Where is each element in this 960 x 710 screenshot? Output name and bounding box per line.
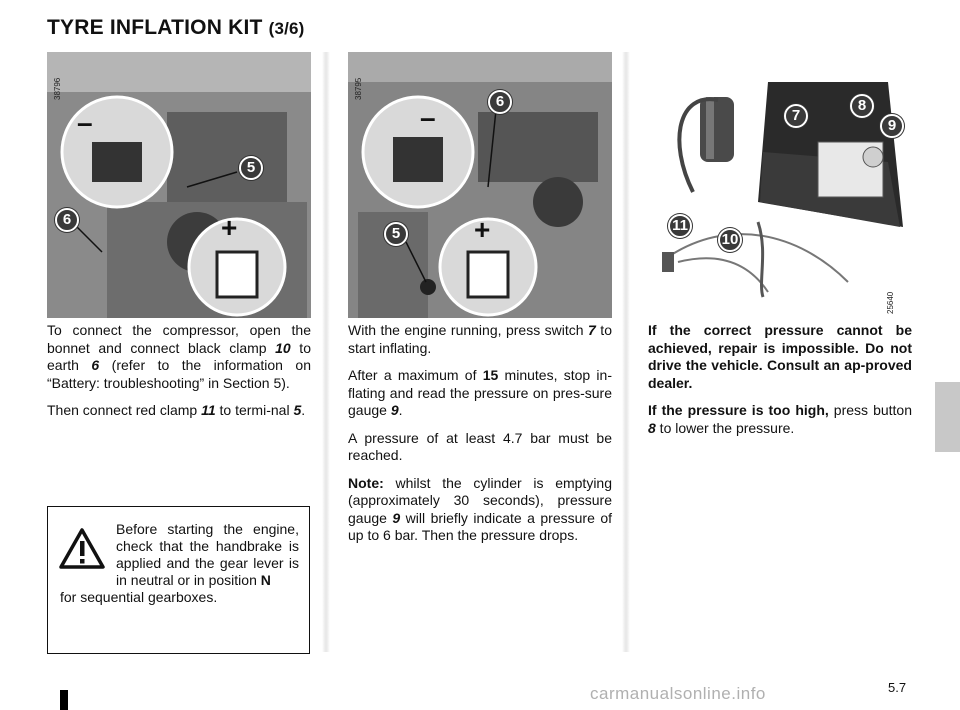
paragraph: If the pressure is too high, press button 8 to lower the pressure. (648, 402, 912, 436)
page-subtitle: (3/6) (268, 19, 305, 38)
page-title: TYRE INFLATION KIT (3/6) (47, 16, 305, 39)
callout-5: 5 (239, 156, 263, 180)
column-1-text (47, 322, 311, 430)
figure-ref: 38795 (354, 77, 363, 100)
paragraph: A pressure of at least 4.7 bar must be reached. (348, 429, 612, 463)
callout-6: 6 (488, 90, 512, 114)
paragraph: If the correct pressure cannot be achieved, repair is impossible. Do not drive the vehicle. Consult an ap-proved dealer. (648, 322, 912, 391)
figure-engine-terminal (348, 52, 612, 318)
page-number: 5.7 (888, 680, 907, 695)
column-divider (322, 52, 330, 652)
callout-7: 7 (784, 104, 808, 128)
paragraph: Note: whilst the cylinder is emptying (approximately 30 seconds), pressure gauge 9 will briefly indicate a pressure of up to 6 bar. Then the pressure drops. (348, 474, 612, 543)
column-3-text (648, 322, 912, 447)
figure-engine-earth (47, 52, 311, 318)
svg-text:–: – (77, 107, 93, 138)
paragraph: With the engine running, press switch 7 to start inflating. (348, 322, 612, 356)
callout-10: 10 (718, 228, 742, 252)
callout-9: 9 (880, 114, 904, 138)
paragraph: After a maximum of 15 minutes, stop in-flating and read the pressure on pres-sure gauge 9. (348, 367, 612, 418)
figure-ref: 38796 (53, 77, 62, 100)
callout-6: 6 (55, 208, 79, 232)
paragraph: Then connect red clamp 11 to termi-nal 5. (47, 402, 306, 418)
page-marker (60, 690, 68, 710)
paragraph: To connect the compressor, open the bonnet and connect black clamp 10 to earth 6 (refer to the information on “Battery: troubleshooting” in Section 5). (47, 322, 311, 391)
callout-5: 5 (384, 222, 408, 246)
figure-compressor-kit (648, 52, 912, 318)
svg-text:–: – (420, 102, 436, 133)
callout-11: 11 (668, 214, 692, 238)
warning-box (47, 506, 310, 654)
callout-8: 8 (850, 94, 874, 118)
svg-text:+: + (474, 214, 491, 245)
column-divider (622, 52, 630, 652)
warning-text: Before starting the engine, check that the handbrake is applied and the gear lever is in neutral or in position N for sequential gearboxes. (60, 521, 299, 605)
watermark: carmanualsonline.info (590, 684, 766, 703)
figure-ref: 25640 (886, 291, 895, 314)
column-2-text (348, 322, 612, 555)
svg-text:+: + (221, 212, 238, 243)
section-tab (935, 382, 960, 452)
